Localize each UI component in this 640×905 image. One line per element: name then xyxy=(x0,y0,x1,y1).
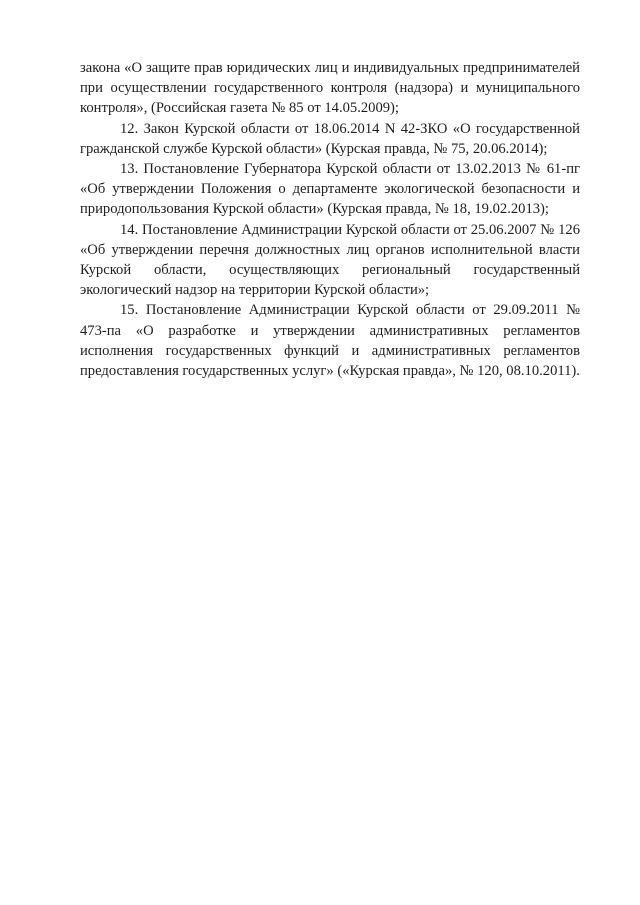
document-body xyxy=(80,58,580,381)
paragraph-11-continuation: закона «О защите прав юридических лиц и индивидуальных предпринимателей при осуществлении государственного контроля (надзора) и муниципального контроля», (Российская газета № 85 от 14.05.2009); xyxy=(80,60,580,117)
paragraph-15: 15. Постановление Администрации Курской области от 29.09.2011 № 473-па «О разработке и утверждении административных регламентов исполнения государственных функций и административных регламентов предоставления государственных услуг» («Курская правда», № 120, 08.10.2011). xyxy=(80,302,580,380)
paragraph-14: 14. Постановление Администрации Курской области от 25.06.2007 № 126 «Об утверждении перечня должностных лиц органов исполнительной власти Курской области, осуществляющих региональный государственный экологический надзор на территории Курской области»; xyxy=(80,221,580,299)
paragraph-13: 13. Постановление Губернатора Курской области от 13.02.2013 № 61-пг «Об утверждении Положения о департаменте экологической безопасности и природопользования Курской области» (Курская правда, № 18, 19.02.2013); xyxy=(80,161,580,218)
paragraph-12: 12. Закон Курской области от 18.06.2014 N 42-ЗКО «О государственной гражданской службе Курской области» (Курская правда, № 75, 20.06.2014); xyxy=(80,120,580,157)
